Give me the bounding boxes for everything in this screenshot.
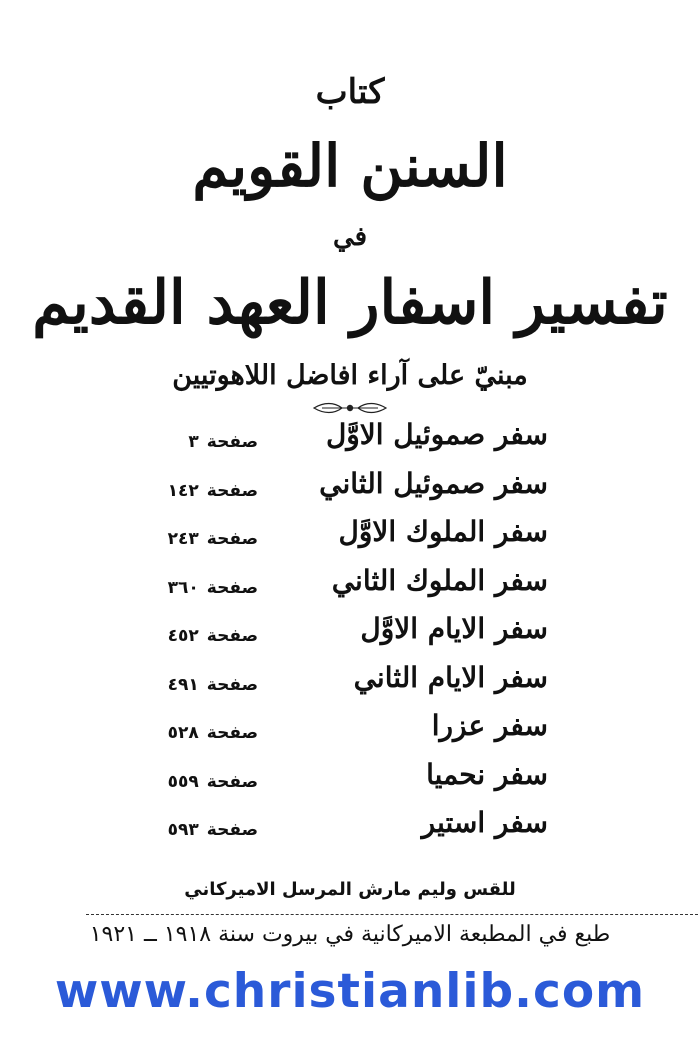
toc-page-number: ٥٩٣ [167,820,199,840]
table-of-contents [0,418,700,868]
toc-page-ref [168,578,258,598]
toc-entry [0,758,700,808]
toc-page-ref [168,772,258,792]
toc-entry [0,709,700,759]
toc-book-name: سفر الملوك الاوَّل [338,515,548,548]
author-line: للقس وليم مارش المرسل الاميركاني [184,879,516,900]
toc-page-number: ٥٥٩ [167,771,199,792]
toc-page-word: صفحة [206,674,258,695]
toc-page-ref [168,481,258,501]
toc-page-word: صفحة [206,432,258,452]
toc-entry [0,564,700,614]
toc-entry [0,661,700,711]
toc-page-number: ٣٦٠ [167,577,199,598]
book-title: السنن القويم [192,132,508,200]
toc-entry [0,418,700,468]
toc-book-name: سفر صموئيل الاوَّل [325,418,548,451]
ornament-divider [312,400,388,416]
toc-entry [0,612,700,662]
toc-book-name: سفر استير [421,806,548,839]
toc-page-ref [168,626,258,646]
toc-page-number: ٣ [188,432,199,452]
watermark-url: www.christianlib.com [54,964,646,1019]
toc-page-word: صفحة [206,626,258,646]
toc-page-number: ٥٢٨ [167,723,199,743]
toc-page-word: صفحة [206,820,258,840]
toc-book-name: سفر نحميا [426,757,548,791]
toc-page-word: صفحة [206,771,258,792]
toc-book-name: سفر الايام الثاني [353,660,548,694]
toc-page-ref [168,529,258,549]
book-label: كتاب [315,72,385,112]
imprint-line: طبع في المطبعة الاميركانية في بيروت سنة ١٩١٨ ــ ١٩٢١ [89,922,611,947]
toc-page-number: ٤٩١ [167,674,199,695]
toc-page-number: ٢٤٣ [167,529,199,549]
toc-book-name: سفر الايام الاوَّل [360,612,548,645]
main-title: تفسير اسفار العهد القديم [32,268,668,338]
subtitle: مبنيّ على آراء افاضل اللاهوتيين [172,360,528,391]
toc-entry [0,515,700,565]
toc-page-ref [168,723,258,743]
toc-page-ref [188,432,258,452]
toc-book-name: سفر الملوك الثاني [331,563,548,597]
toc-entry [0,467,700,517]
toc-page-ref [168,675,258,695]
toc-book-name: سفر صموئيل الثاني [319,466,548,500]
toc-page-ref [168,820,258,840]
toc-entry [0,806,700,856]
toc-book-name: سفر عزرا [431,709,548,742]
toc-page-word: صفحة [206,480,258,501]
connector-word: في [332,222,368,252]
toc-page-number: ١٤٢ [167,480,199,501]
divider-rule [86,914,698,915]
toc-page-number: ٤٥٢ [167,626,199,646]
toc-page-word: صفحة [206,723,258,743]
toc-page-word: صفحة [206,529,258,549]
toc-page-word: صفحة [206,577,258,598]
